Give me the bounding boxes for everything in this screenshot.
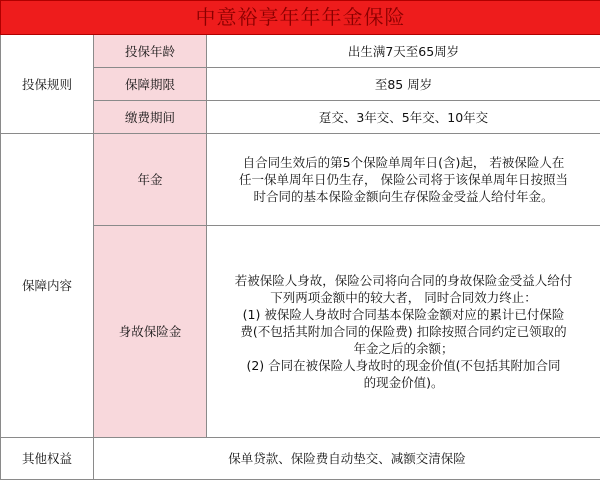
death-line: 的现金价值)。	[215, 374, 592, 391]
row-value-age: 出生满7天至65周岁	[207, 35, 600, 68]
death-line: 费(不包括其附加合同的保险费) 扣除按照合同约定已领取的	[215, 323, 592, 340]
row-label-age: 投保年龄	[94, 35, 207, 68]
row-value-annuity	[207, 134, 600, 226]
row-value-other: 保单贷款、保险费自动垫交、减额交清保险	[94, 438, 600, 480]
row-value-death-benefit	[207, 226, 600, 438]
death-line: (1) 被保险人身故时合同基本保险金额对应的累计已付保险	[215, 306, 592, 323]
row-value-term: 至85 周岁	[207, 68, 600, 101]
row-label-payment: 缴费期间	[94, 101, 207, 134]
death-line: 若被保险人身故，保险公司将向合同的身故保险金受益人给付	[215, 272, 592, 289]
section-label-other: 其他权益	[1, 438, 94, 480]
death-line: 下列两项金额中的较大者， 同时合同效力终止：	[215, 289, 592, 306]
death-line: (2) 合同在被保险人身故时的现金价值(不包括其附加合同	[215, 357, 592, 374]
row-label-term: 保障期限	[94, 68, 207, 101]
row-label-annuity: 年金	[94, 134, 207, 226]
row-label-death-benefit: 身故保险金	[94, 226, 207, 438]
row-value-payment: 趸交、3年交、5年交、10年交	[207, 101, 600, 134]
section-label-rules: 投保规则	[1, 35, 94, 134]
table-title: 中意裕享年年年金保险	[1, 1, 600, 35]
annuity-line: 时合同的基本保险金额向生存保险金受益人给付年金。	[215, 188, 592, 205]
death-line: 年金之后的余额；	[215, 340, 592, 357]
annuity-line: 任一保单周年日仍生存， 保险公司将于该保单周年日按照当	[215, 171, 592, 188]
section-label-coverage: 保障内容	[1, 134, 94, 438]
annuity-line: 自合同生效后的第5个保险单周年日(含)起， 若被保险人在	[215, 154, 592, 171]
